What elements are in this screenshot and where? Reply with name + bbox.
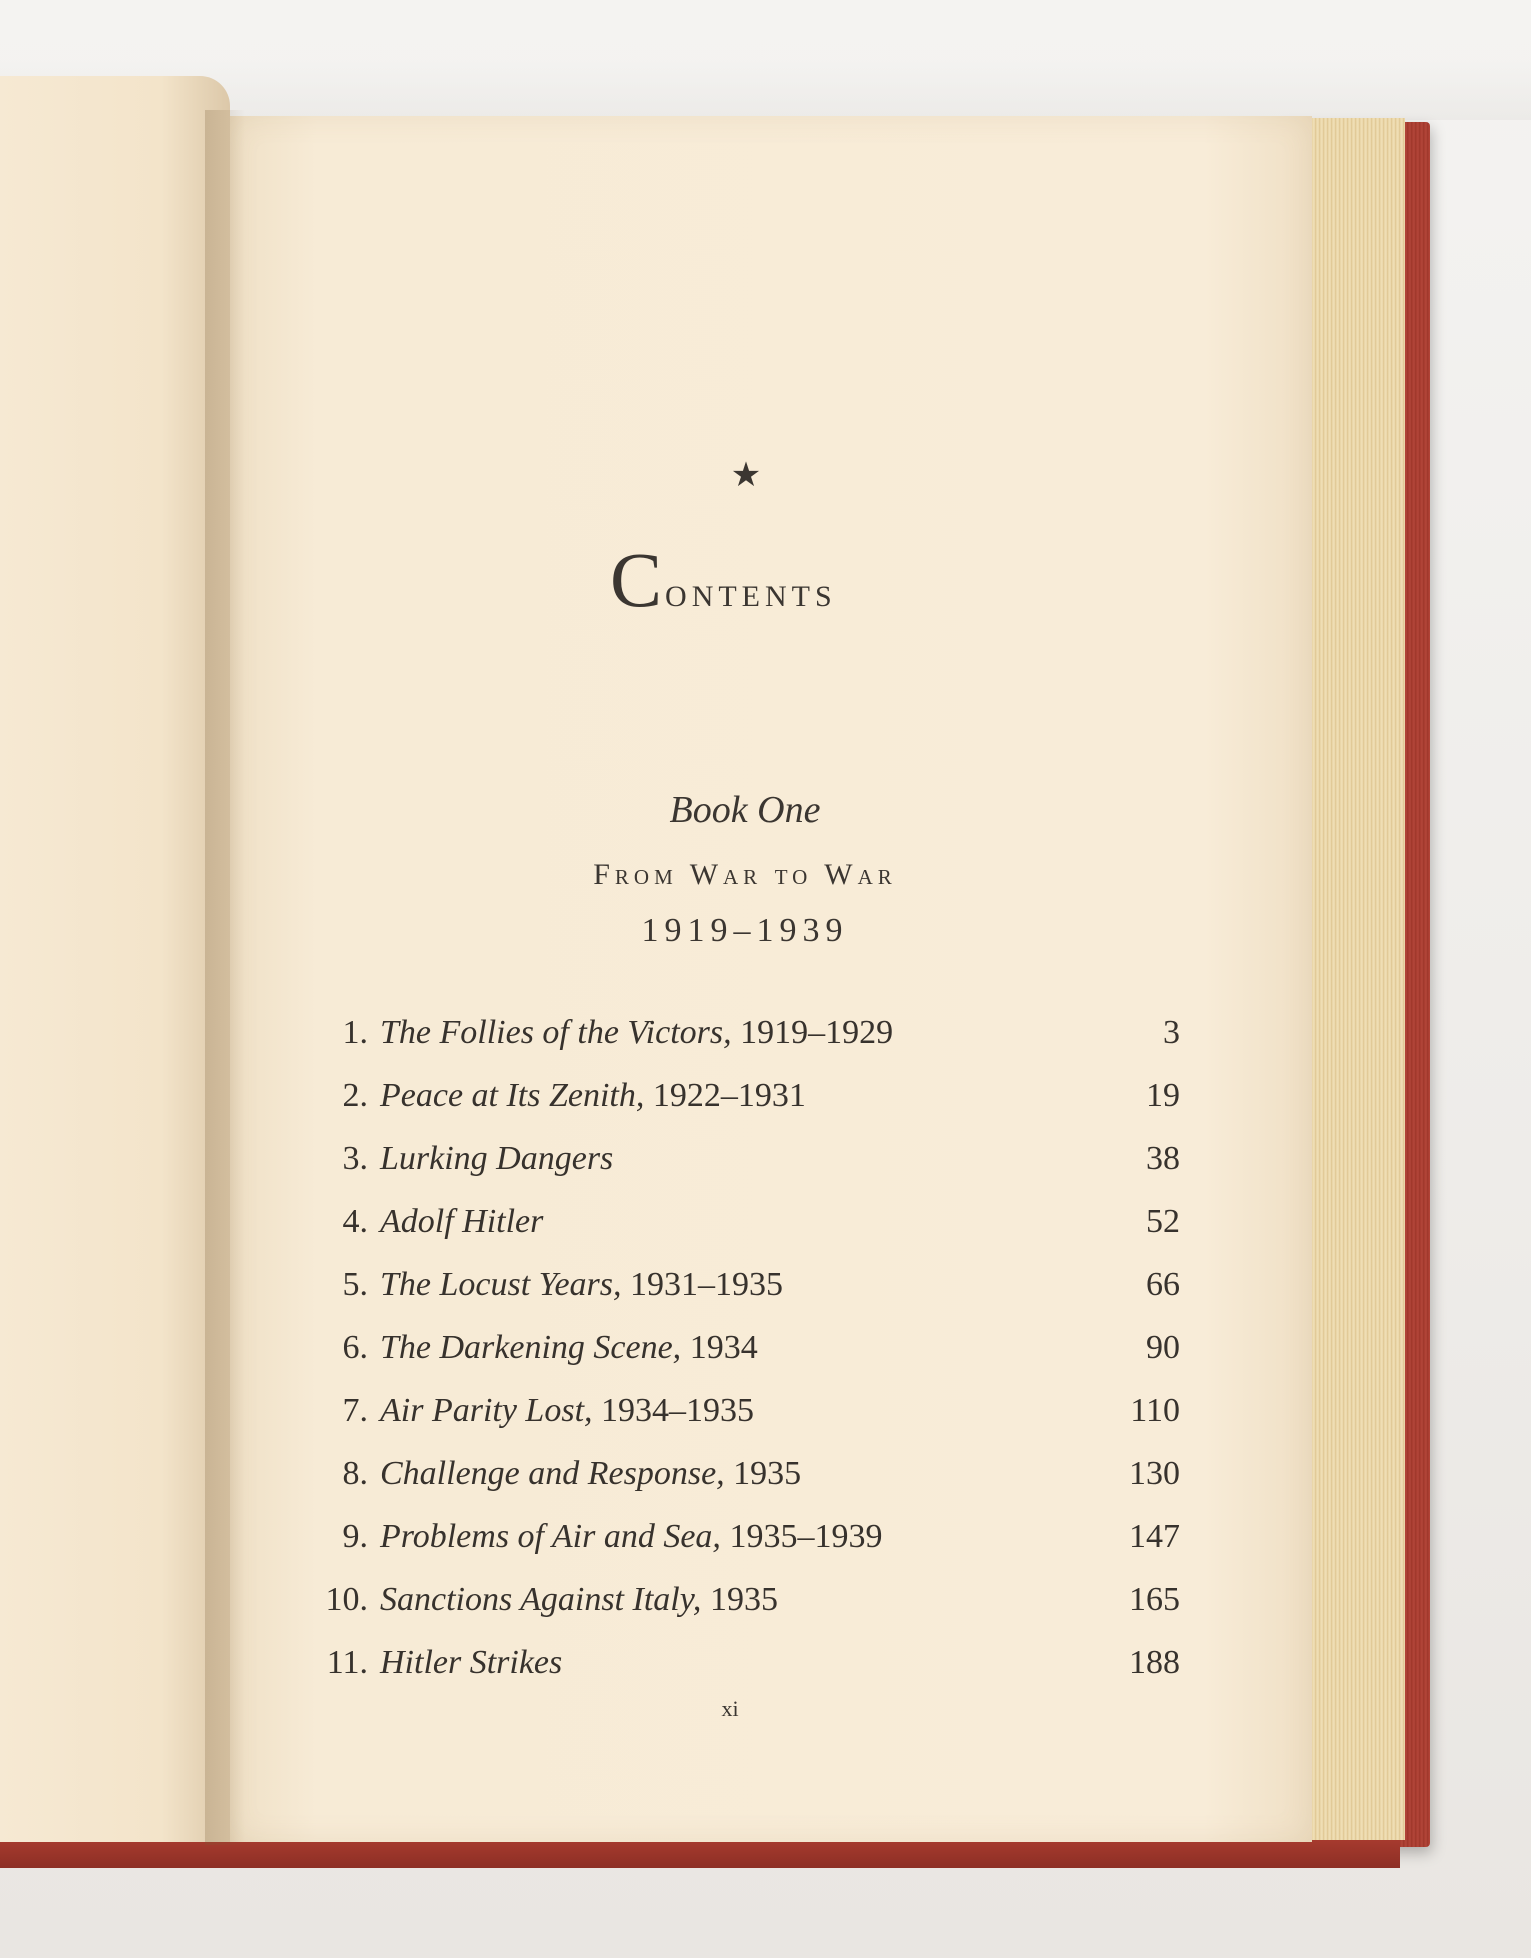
chapter-page: 19 xyxy=(1146,1077,1180,1114)
chapter-page: 147 xyxy=(1129,1518,1180,1555)
chapter-number: 5. xyxy=(342,1266,368,1303)
chapter-years: 1935–1939 xyxy=(729,1518,883,1555)
chapter-title-text: Hitler Strikes xyxy=(380,1644,563,1681)
chapter-number: 8. xyxy=(342,1455,368,1492)
chapter-number: 10. xyxy=(325,1581,368,1618)
toc-row xyxy=(300,1383,1180,1439)
chapter-number: 4. xyxy=(342,1203,368,1240)
chapter-years: 1931–1935 xyxy=(630,1266,784,1303)
chapter-number: 2. xyxy=(342,1077,368,1114)
chapter-page: 52 xyxy=(1146,1203,1180,1240)
toc-row xyxy=(300,1320,1180,1376)
chapter-title-text: Challenge and Response, xyxy=(380,1455,725,1492)
chapter-title xyxy=(380,1131,613,1187)
chapter-years: 1935 xyxy=(733,1455,802,1492)
chapter-page: 165 xyxy=(1129,1581,1180,1618)
toc-row xyxy=(300,1194,1180,1250)
chapter-title-text: Adolf Hitler xyxy=(380,1203,544,1240)
contents-initial: C xyxy=(610,536,666,623)
toc-row xyxy=(300,1131,1180,1187)
chapter-title-text: The Locust Years, xyxy=(380,1266,622,1303)
chapter-page: 38 xyxy=(1146,1140,1180,1177)
chapter-title xyxy=(380,1320,758,1376)
chapter-number: 3. xyxy=(342,1140,368,1177)
chapter-title xyxy=(380,1635,562,1691)
chapter-years: 1919–1929 xyxy=(740,1014,894,1051)
chapter-title xyxy=(380,1257,783,1313)
left-page xyxy=(0,76,230,1842)
toc-row xyxy=(300,1257,1180,1313)
chapter-page: 90 xyxy=(1146,1329,1180,1366)
chapter-page: 188 xyxy=(1129,1644,1180,1681)
page-edges xyxy=(1300,118,1405,1840)
chapter-number: 1. xyxy=(342,1014,368,1051)
chapter-years: 1922–1931 xyxy=(652,1077,806,1114)
chapter-number: 11. xyxy=(326,1644,368,1681)
chapter-years: 1934 xyxy=(689,1329,758,1366)
chapter-title xyxy=(380,1194,543,1250)
chapter-title-text: Problems of Air and Sea, xyxy=(380,1518,721,1555)
gutter-shadow xyxy=(205,110,245,1845)
page-folio: xi xyxy=(721,1696,739,1721)
chapter-page: 3 xyxy=(1163,1014,1180,1051)
toc-row xyxy=(300,1635,1180,1691)
section-years: 1919–1939 xyxy=(641,912,849,949)
chapter-number: 6. xyxy=(342,1329,368,1366)
chapter-number: 9. xyxy=(342,1518,368,1555)
chapter-title-text: The Follies of the Victors, xyxy=(380,1014,732,1051)
chapter-title xyxy=(380,1572,778,1628)
chapter-title xyxy=(380,1068,806,1124)
chapter-title-text: The Darkening Scene, xyxy=(380,1329,682,1366)
chapter-title-text: Lurking Dangers xyxy=(380,1140,614,1177)
chapter-years: 1935 xyxy=(709,1581,778,1618)
star-ornament-icon: ★ xyxy=(730,457,762,494)
chapter-title xyxy=(380,1509,882,1565)
section-subtitle: From War to War xyxy=(593,858,897,891)
chapter-years: 1934–1935 xyxy=(601,1392,755,1429)
chapter-title xyxy=(380,1383,754,1439)
toc-row xyxy=(300,1005,1180,1061)
toc-row xyxy=(300,1509,1180,1565)
toc-row xyxy=(300,1068,1180,1124)
chapter-page: 130 xyxy=(1129,1455,1180,1492)
book-label: Book One xyxy=(669,789,821,831)
chapter-title xyxy=(380,1005,893,1061)
chapter-title-text: Sanctions Against Italy, xyxy=(380,1581,702,1618)
toc-row xyxy=(300,1446,1180,1502)
toc-row xyxy=(300,1572,1180,1628)
chapter-title-text: Peace at Its Zenith, xyxy=(380,1077,645,1114)
contents-rest: ONTENTS xyxy=(665,580,837,613)
contents-heading xyxy=(610,536,900,623)
chapter-title xyxy=(380,1446,801,1502)
chapter-page: 110 xyxy=(1130,1392,1180,1429)
chapter-number: 7. xyxy=(342,1392,368,1429)
chapter-title-text: Air Parity Lost, xyxy=(380,1392,593,1429)
chapter-page: 66 xyxy=(1146,1266,1180,1303)
